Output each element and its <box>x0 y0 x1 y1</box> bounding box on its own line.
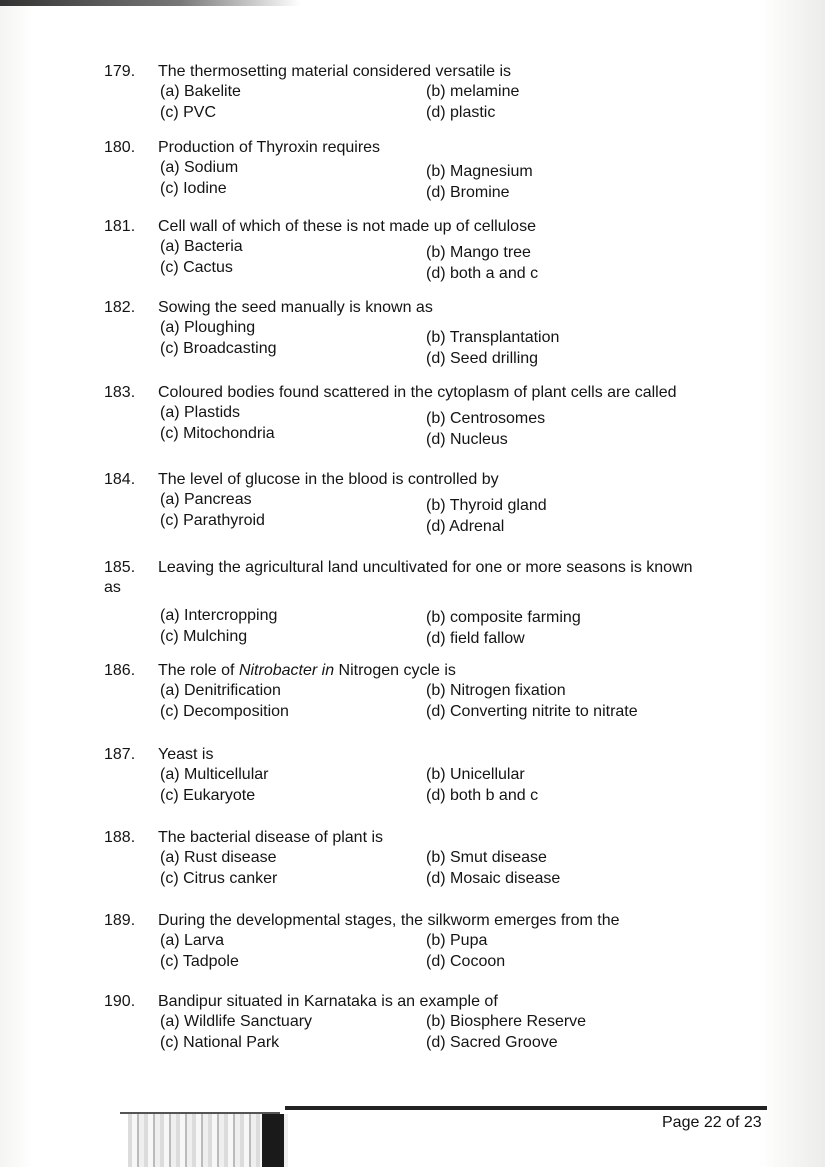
option-a: (a) Bacteria <box>160 238 243 255</box>
question-text: Production of Thyroxin requires <box>158 139 381 156</box>
options <box>104 403 764 448</box>
option-c: (c) Mitochondria <box>160 425 275 442</box>
question-188 <box>104 828 764 890</box>
option-d: (d) Converting nitrite to nitrate <box>426 703 638 720</box>
question-number: 182. <box>104 299 136 316</box>
options <box>104 765 764 807</box>
option-d: (d) Mosaic disease <box>426 870 561 887</box>
option-d: (d) plastic <box>426 104 496 121</box>
question-186 <box>104 661 764 723</box>
options <box>104 490 764 535</box>
option-d: (d) Sacred Groove <box>426 1034 558 1051</box>
option-d: (d) Seed drilling <box>426 350 539 367</box>
question-text: The level of glucose in the blood is controlled by <box>158 471 499 488</box>
question-number: 181. <box>104 218 136 235</box>
options <box>104 931 764 973</box>
question-185 <box>104 558 764 648</box>
question-number: 183. <box>104 384 136 401</box>
option-c: (c) Eukaryote <box>160 787 256 804</box>
option-b: (b) Centrosomes <box>426 410 546 427</box>
option-c: (c) Broadcasting <box>160 340 277 357</box>
options <box>104 606 764 648</box>
question-text: Sowing the seed manually is known as <box>158 299 433 316</box>
option-a: (a) Intercropping <box>160 607 278 624</box>
question-text: The bacterial disease of plant is <box>158 829 384 846</box>
options <box>104 158 764 200</box>
question-number: 179. <box>104 63 136 80</box>
question-number: 187. <box>104 746 136 763</box>
option-c: (c) PVC <box>160 104 216 121</box>
options <box>104 848 764 890</box>
option-c: (c) Citrus canker <box>160 870 278 887</box>
footer-rule <box>285 1106 767 1110</box>
question-text: During the developmental stages, the silkworm emerges from the <box>158 912 620 929</box>
question-number: 188. <box>104 829 136 846</box>
question-number: 186. <box>104 662 136 679</box>
option-b: (b) Smut disease <box>426 849 547 866</box>
option-c: (c) National Park <box>160 1034 280 1051</box>
option-b: (b) Unicellular <box>426 766 525 783</box>
option-b: (b) Biosphere Reserve <box>426 1013 587 1030</box>
question-187 <box>104 745 764 807</box>
question-text: Cell wall of which of these is not made up of cellulose <box>158 218 536 235</box>
option-a: (a) Denitrification <box>160 682 281 699</box>
option-d: (d) both b and c <box>426 787 539 804</box>
options <box>104 237 764 282</box>
question-text: The role of Nitrobacter in Nitrogen cycle is <box>158 662 456 679</box>
option-b: (b) composite farming <box>426 609 581 626</box>
question-text: Bandipur situated in Karnataka is an example of <box>158 993 498 1010</box>
option-a: (a) Ploughing <box>160 319 256 336</box>
option-b: (b) Magnesium <box>426 163 533 180</box>
question-183 <box>104 383 764 448</box>
option-a: (a) Multicellular <box>160 766 269 783</box>
page-number: Page 22 of 23 <box>662 1114 762 1131</box>
question-180 <box>104 138 764 200</box>
option-b: (b) melamine <box>426 83 520 100</box>
option-d: (d) field fallow <box>426 630 525 647</box>
option-b: (b) Transplantation <box>426 329 560 346</box>
question-number: 190. <box>104 993 136 1010</box>
option-b: (b) Mango tree <box>426 244 531 261</box>
option-a: (a) Sodium <box>160 159 239 176</box>
question-181 <box>104 217 764 282</box>
option-a: (a) Pancreas <box>160 491 252 508</box>
option-d: (d) Cocoon <box>426 953 506 970</box>
question-number: 189. <box>104 912 136 929</box>
option-d: (d) Adrenal <box>426 518 505 535</box>
question-182 <box>104 298 764 367</box>
scan-edge-shadow <box>0 0 300 6</box>
options <box>104 318 764 367</box>
question-number: 185. <box>104 559 136 576</box>
question-number: 180. <box>104 139 136 156</box>
option-d: (d) Nucleus <box>426 431 508 448</box>
option-d: (d) both a and c <box>426 265 539 282</box>
question-189 <box>104 911 764 973</box>
option-a: (a) Bakelite <box>160 83 241 100</box>
option-a: (a) Plastids <box>160 404 241 421</box>
italic-term: Nitrobacter in <box>238 662 335 679</box>
option-c: (c) Tadpole <box>160 953 239 970</box>
option-d: (d) Bromine <box>426 184 510 201</box>
question-text: Leaving the agricultural land uncultivated for one or more seasons is known <box>158 559 693 576</box>
question-text: Yeast is <box>158 746 214 763</box>
options <box>104 681 764 723</box>
question-text: Coloured bodies found scattered in the cytoplasm of plant cells are called <box>158 384 677 401</box>
question-184 <box>104 470 764 535</box>
option-a: (a) Rust disease <box>160 849 277 866</box>
option-b: (b) Pupa <box>426 932 488 949</box>
option-c: (c) Decomposition <box>160 703 289 720</box>
option-c: (c) Parathyroid <box>160 512 265 529</box>
option-c: (c) Iodine <box>160 180 227 197</box>
question-number: 184. <box>104 471 136 488</box>
question-text: The thermosetting material considered versatile is <box>158 63 512 80</box>
question-179 <box>104 62 764 124</box>
question-190 <box>104 992 764 1054</box>
binding-shadow <box>262 1114 284 1167</box>
option-a: (a) Wildlife Sanctuary <box>160 1013 313 1030</box>
option-a: (a) Larva <box>160 932 225 949</box>
options <box>104 1012 764 1054</box>
question-text-continued: as <box>104 579 121 596</box>
options <box>104 82 764 124</box>
option-c: (c) Mulching <box>160 628 248 645</box>
option-b: (b) Thyroid gland <box>426 497 547 514</box>
option-b: (b) Nitrogen fixation <box>426 682 566 699</box>
option-c: (c) Cactus <box>160 259 233 276</box>
